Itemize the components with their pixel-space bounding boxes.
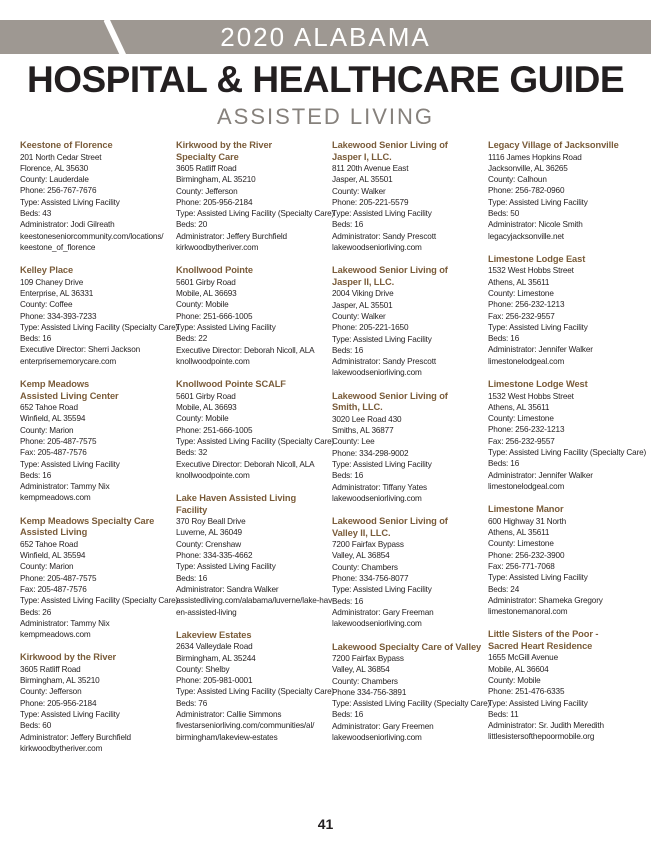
facility-detail-line: Fax: 205-487-7576 (20, 448, 87, 458)
facility-detail-line: Beds: 11 (488, 709, 519, 719)
facility-detail-line: 201 North Cedar Street (20, 152, 102, 162)
facility-detail-line: Type: Assisted Living Facility (Specialty Care) (20, 596, 179, 606)
facility-detail-line: Phone: 205-221-5579 (332, 197, 409, 207)
facility-detail-line: 2634 Valleydale Road (176, 642, 253, 652)
facility-name: Knollwood Pointe (176, 265, 253, 276)
facility-detail-line: Executive Director: Sherri Jackson (20, 345, 141, 355)
facility-entry (332, 140, 484, 253)
facility-entry (176, 379, 335, 481)
facility-entry (20, 379, 172, 504)
facility-detail-line: County: Walker (332, 311, 386, 321)
facility-detail-line: Administrator: Shameka Gregory (488, 595, 603, 605)
facility-name: Knollwood Pointe SCALF (176, 379, 286, 390)
facility-detail-line: Luverne, AL 36049 (176, 528, 242, 538)
facility-detail-line: Type: Assisted Living Facility (332, 334, 432, 344)
facility-detail-line: knollwoodpointe.com (176, 356, 250, 366)
facility-detail-line: Administrator: Tammy Nix (20, 618, 110, 628)
facility-detail-line: 7200 Fairfax Bypass (332, 654, 404, 663)
facility-detail-line: kirkwoodbytheriver.com (20, 743, 103, 753)
facility-detail-line: Beds: 16 (332, 345, 364, 355)
facility-detail-line: Administrator: Sr. Judith Meredith (488, 721, 604, 731)
facility-detail-line: Phone: 251-666-1005 (176, 425, 253, 435)
facility-name: Lakewood Senior Living of Smith, LLC. (332, 390, 448, 413)
facility-detail-line: County: Mobile (176, 300, 229, 310)
facility-entry (176, 493, 335, 618)
facility-name: Kemp Meadows Specialty Care Assisted Living (20, 515, 155, 538)
facility-entry (20, 265, 179, 367)
facility-detail-line: Administrator: Jeffery Burchfield (20, 732, 131, 742)
facility-detail-line: 1532 West Hobbs Street (488, 391, 574, 401)
facility-entry (176, 629, 335, 743)
facility-detail-line: Type: Assisted Living Facility (20, 459, 120, 469)
facility-detail-line: Phone: 334-298-9002 (332, 448, 409, 458)
facility-detail-line: Beds: 16 (332, 471, 364, 481)
facility-detail-line: Phone: 334-756-8077 (332, 574, 409, 584)
facility-detail-line: lakewoodseniorliving.com (332, 243, 422, 253)
facility-detail-line: Winfield, AL 35594 (20, 414, 86, 424)
facility-detail-line: Type: Assisted Living Facility (20, 197, 120, 207)
facility-detail-line: Beds: 20 (176, 220, 208, 230)
facility-detail-line: County: Calhoun (488, 175, 547, 185)
facility-detail-line: 5601 Girby Road (176, 391, 236, 401)
facility-detail-line: Beds: 22 (176, 334, 208, 344)
page-title: HOSPITAL & HEALTHCARE GUIDE (26, 59, 625, 100)
facility-detail-line: en-assisted-living (176, 607, 237, 617)
facility-detail-line: 652 Tahoe Road (20, 403, 78, 413)
facility-detail-line: Type: Assisted Living Facility (Specialty Care) (488, 448, 647, 458)
facility-name: Limestone Lodge West (488, 379, 588, 390)
header-banner (0, 20, 651, 54)
facility-detail-line: Phone: 256-782-0960 (488, 186, 565, 196)
facility-detail-line: County: Chambers (332, 676, 398, 686)
facility-name: Kirkwood by the River Specialty Care (176, 140, 273, 162)
facility-entry (20, 652, 172, 754)
facility-detail-line: Beds: 16 (332, 596, 364, 606)
facility-detail-line: Beds: 16 (488, 334, 520, 344)
facility-entry (176, 140, 335, 253)
facility-detail-line: 370 Roy Beall Drive (176, 517, 246, 527)
facility-detail-line: Administrator: Tammy Nix (20, 482, 110, 492)
facility-detail-line: Beds: 16 (332, 220, 364, 230)
facility-detail-line: Phone: 256-232-3900 (488, 550, 565, 560)
facility-detail-line: Administrator: Sandy Prescott (332, 357, 436, 367)
facility-detail-line: Phone: 256-232-1213 (488, 425, 565, 435)
facility-detail-line: Phone: 205-956-2184 (176, 197, 253, 207)
facility-detail-line: Phone: 334-335-4662 (176, 551, 253, 561)
facility-detail-line: Beds: 76 (176, 698, 208, 708)
facility-detail-line: Beds: 26 (20, 607, 52, 617)
facility-detail-line: Fax: 256-232-9557 (488, 436, 555, 446)
facility-name: Kelley Place (20, 265, 74, 276)
facility-detail-line: Type: Assisted Living Facility (176, 562, 276, 572)
facility-detail-line: 1532 West Hobbs Street (488, 266, 574, 276)
facility-detail-line: kempmeadows.com (20, 493, 91, 503)
facility-detail-line: Birmingham, AL 35244 (176, 653, 256, 663)
facility-detail-line: kirkwoodbytheriver.com (176, 243, 259, 253)
facility-name: Limestone Lodge East (488, 253, 586, 264)
page-number: 41 (317, 816, 334, 832)
facility-detail-line: Phone: 205-956-2184 (20, 698, 97, 708)
facility-detail-line: Type: Assisted Living Facility (488, 573, 588, 583)
facility-detail-line: kempmeadows.com (20, 630, 91, 640)
facility-detail-line: County: Shelby (176, 664, 230, 674)
facility-detail-line: Beds: 16 (20, 334, 52, 344)
facility-detail-line: Type: Assisted Living Facility (Specialty Care) (332, 699, 491, 709)
facility-detail-line: Fax: 256-771-7068 (488, 561, 555, 571)
facility-detail-line: 3605 Ratliff Road (20, 664, 81, 674)
facility-detail-line: Type: Assisted Living Facility (Specialty Care) (176, 687, 335, 697)
facility-detail-line: Administrator: Gary Freemen (332, 721, 434, 731)
facility-detail-line: Administrator: Tiffany Yates (332, 482, 428, 492)
facility-detail-line: Mobile, AL 36693 (176, 289, 237, 299)
column-4 (488, 140, 647, 755)
facility-detail-line: Mobile, AL 36604 (488, 664, 549, 674)
facility-detail-line: keestoneseniorcommunity.com/locations/ (20, 231, 164, 241)
facility-detail-line: lakewoodseniorliving.com (332, 733, 422, 743)
facility-detail-line: Phone: 205-981-0001 (176, 676, 253, 686)
facility-detail-line: Type: Assisted Living Facility (488, 197, 588, 207)
facility-entry (488, 140, 640, 242)
column-2 (176, 140, 335, 755)
facility-detail-line: Type: Assisted Living Facility (332, 459, 432, 469)
facility-detail-line: Athens, AL 35611 (488, 277, 550, 287)
facility-name: Legacy Village of Jacksonville (488, 140, 619, 150)
facility-name: Lakewood Senior Living of Jasper II, LLC. (332, 265, 448, 287)
facility-entry (332, 641, 491, 744)
facility-detail-line: Type: Assisted Living Facility (Specialty Care) (20, 322, 179, 332)
facility-detail-line: keestone_of_florence (20, 242, 96, 252)
facility-detail-line: Administrator: Jennifer Walker (488, 345, 593, 355)
facility-detail-line: Type: Assisted Living Facility (332, 209, 432, 219)
facility-detail-line: Beds: 43 (20, 208, 52, 218)
facility-detail-line: Jasper, AL 35501 (332, 300, 393, 310)
facility-entry (488, 629, 640, 742)
facility-name: Lakeview Estates (176, 629, 252, 640)
facility-detail-line: Enterprise, AL 36331 (20, 288, 94, 298)
facility-detail-line: 811 20th Avenue East (332, 164, 409, 173)
facility-detail-line: County: Marion (20, 562, 74, 572)
facility-detail-line: County: Marion (20, 425, 74, 435)
facility-detail-line: Type: Assisted Living Facility (Specialty Care) (176, 436, 335, 446)
facility-detail-line: County: Lee (332, 437, 375, 447)
facility-entry (488, 379, 647, 492)
facility-name: Kemp Meadows Assisted Living Center (20, 379, 119, 401)
facility-entry (488, 504, 640, 617)
facility-detail-line: Fax: 256-232-9557 (488, 311, 555, 321)
facility-detail-line: Phone: 256-767-7676 (20, 186, 97, 196)
facility-detail-line: Beds: 16 (20, 470, 52, 480)
facility-detail-line: Type: Assisted Living Facility (Specialty Care) (176, 209, 335, 219)
facility-detail-line: Jasper, AL 35501 (332, 175, 393, 185)
facility-detail-line: 3020 Lee Road 430 (332, 414, 402, 424)
facility-detail-line: Administrator: Jennifer Walker (488, 470, 593, 480)
facility-detail-line: Valley, AL 36854 (332, 551, 390, 561)
facility-detail-line: Fax: 205-487-7576 (20, 584, 87, 594)
facility-name: Lakewood Specialty Care of Valley (332, 641, 482, 652)
facility-entry (332, 516, 484, 629)
facility-detail-line: Type: Assisted Living Facility (488, 698, 588, 708)
facility-detail-line: limestonemanoral.com (488, 607, 568, 617)
facility-detail-line: Beds: 16 (488, 459, 520, 469)
facility-detail-line: Beds: 16 (332, 710, 364, 720)
facility-detail-line: Beds: 24 (488, 584, 520, 594)
facility-detail-line: lakewoodseniorliving.com (332, 368, 422, 378)
facility-detail-line: Birmingham, AL 35210 (20, 676, 100, 686)
facility-detail-line: Beds: 50 (488, 208, 520, 218)
facility-entry (20, 515, 179, 641)
banner-year-state: 2020 ALABAMA (220, 22, 431, 52)
facility-name: Lakewood Senior Living of Jasper I, LLC. (332, 140, 448, 162)
facility-name: Limestone Manor (488, 504, 564, 515)
facility-detail-line: Type: Assisted Living Facility (332, 585, 432, 595)
facility-detail-line: Phone: 205-487-7575 (20, 436, 97, 446)
facility-detail-line: Smiths, AL 36877 (332, 426, 394, 436)
facility-detail-line: limestonelodgeal.com (488, 356, 565, 366)
facility-detail-line: Valley, AL 36854 (332, 665, 390, 675)
facility-entry (488, 254, 640, 367)
facility-name: Kirkwood by the River (20, 652, 117, 663)
facility-detail-line: fivestarseniorliving.com/communities/al/ (176, 721, 315, 731)
facility-detail-line: Administrator: Nicole Smith (488, 220, 583, 230)
facility-detail-line: 5601 Girby Road (176, 277, 236, 287)
facility-detail-line: Beds: 60 (20, 721, 52, 731)
facility-detail-line: knollwoodpointe.com (176, 470, 250, 480)
facility-detail-line: Florence, AL 35630 (20, 163, 89, 173)
facility-detail-line: Administrator: Sandra Walker (176, 584, 279, 594)
facility-detail-line: littlesistersofthepoormobile.org (488, 732, 595, 742)
facility-detail-line: Winfield, AL 35594 (20, 551, 86, 561)
facility-detail-line: Phone: 251-666-1005 (176, 311, 253, 321)
facility-entry (332, 391, 484, 504)
facility-detail-line: Phone: 205-221-1650 (332, 323, 409, 333)
facility-name: Keestone of Florence (20, 140, 113, 150)
facility-detail-line: Beds: 16 (176, 573, 208, 583)
facility-detail-line: limestonelodgeal.com (488, 481, 565, 491)
facility-detail-line: Administrator: Jodi Gilreath (20, 220, 115, 230)
facility-detail-line: Mobile, AL 36693 (176, 403, 237, 413)
facility-detail-line: County: Mobile (488, 675, 541, 685)
facility-detail-line: Type: Assisted Living Facility (176, 323, 276, 333)
facility-detail-line: County: Limestone (488, 539, 554, 549)
facility-detail-line: 2004 Viking Drive (332, 289, 394, 299)
facility-detail-line: County: Limestone (488, 288, 554, 298)
column-3 (332, 140, 491, 755)
facility-detail-line: 3605 Ratliff Road (176, 164, 237, 173)
facility-detail-line: County: Coffee (20, 300, 73, 310)
facility-entry (332, 265, 484, 378)
facility-detail-line: County: Walker (332, 186, 386, 196)
facility-detail-line: Phone: 256-232-1213 (488, 300, 565, 310)
facility-detail-line: Jacksonville, AL 36265 (488, 163, 568, 173)
facility-detail-line: birmingham/lakeview-estates (176, 732, 278, 742)
facility-detail-line: Birmingham, AL 35210 (176, 175, 256, 185)
facility-detail-line: lakewoodseniorliving.com (332, 619, 422, 629)
facility-detail-line: Administrator: Gary Freeman (332, 607, 434, 617)
facility-detail-line: 600 Highway 31 North (488, 516, 567, 526)
facility-detail-line: legacyjacksonville.net (488, 231, 564, 241)
facility-name: Lake Haven Assisted Living Facility (176, 493, 297, 515)
facility-detail-line: County: Limestone (488, 414, 554, 424)
facility-detail-line: Type: Assisted Living Facility (20, 710, 120, 720)
facility-detail-line: Administrator: Callie Simmons (176, 710, 282, 720)
facility-detail-line: lakewoodseniorliving.com (332, 493, 422, 503)
facility-detail-line: Phone 334-756-3891 (332, 687, 407, 697)
facility-detail-line: County: Mobile (176, 414, 229, 424)
facility-detail-line: 7200 Fairfax Bypass (332, 540, 404, 550)
facility-detail-line: Executive Director: Deborah Nicoll, ALA (176, 459, 315, 469)
facility-entry (176, 265, 328, 367)
facility-detail-line: 652 Tahoe Road (20, 539, 78, 549)
facility-detail-line: County: Jefferson (176, 186, 238, 196)
facility-detail-line: County: Crenshaw (176, 539, 241, 549)
facility-detail-line: Type: Assisted Living Facility (488, 322, 588, 332)
facility-detail-line: Beds: 32 (176, 448, 208, 458)
facility-detail-line: 109 Chaney Drive (20, 277, 84, 287)
facility-detail-line: County: Lauderdale (20, 175, 89, 185)
facility-detail-line: Athens, AL 35611 (488, 528, 550, 538)
facility-detail-line: County: Jefferson (20, 687, 82, 697)
column-1 (20, 140, 179, 766)
facility-entry (20, 140, 172, 253)
facility-name: Lakewood Senior Living of Valley II, LLC. (332, 516, 448, 538)
facility-detail-line: enterprisememorycare.com (20, 356, 117, 366)
section-subtitle: ASSISTED LIVING (216, 104, 435, 129)
facility-detail-line: assistedliving.com/alabama/luverne/lake-hav- (176, 596, 335, 606)
facility-detail-line: Phone: 205-487-7575 (20, 573, 97, 583)
facility-detail-line: 1116 James Hopkins Road (488, 152, 582, 162)
facility-detail-line: Executive Director: Deborah Nicoll, ALA (176, 345, 315, 355)
facility-detail-line: Phone: 251-476-6335 (488, 687, 565, 697)
facility-name: Little Sisters of the Poor - Sacred Heart Residence (488, 629, 599, 651)
facility-detail-line: Administrator: Sandy Prescott (332, 231, 436, 241)
facility-detail-line: 1655 McGill Avenue (488, 653, 558, 663)
facility-detail-line: Phone: 334-393-7233 (20, 311, 97, 321)
facility-detail-line: Administrator: Jeffery Burchfield (176, 231, 287, 241)
facility-detail-line: Athens, AL 35611 (488, 402, 550, 412)
facility-detail-line: County: Chambers (332, 562, 398, 572)
